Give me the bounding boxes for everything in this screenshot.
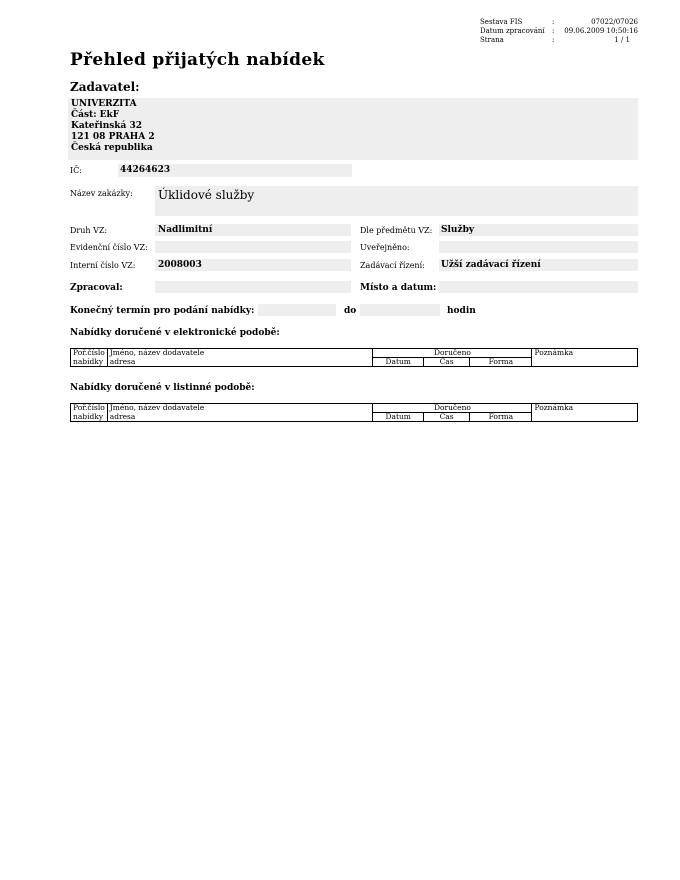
strana-label: Strana: [480, 36, 504, 44]
interni-label: Interní číslo VZ:: [70, 261, 136, 270]
col-por-cislo: Poř.číslo: [71, 349, 108, 358]
termin-do-label: do: [344, 306, 357, 316]
col-poznamka: Poznámka: [532, 349, 638, 358]
druh-label: Druh VZ:: [70, 226, 108, 235]
col-datum: Datum: [373, 413, 424, 422]
col-cas: Čas: [423, 413, 469, 422]
page-title: Přehled přijatých nabídek: [70, 50, 325, 70]
col-jmeno: Jméno, název dodavatele: [107, 404, 373, 413]
col-adresa: adresa: [107, 358, 373, 367]
evid-box: [155, 241, 351, 253]
address-line: 121 08 PRAHA 2: [71, 132, 155, 142]
termin-time-box: [360, 304, 440, 316]
misto-label: Místo a datum:: [360, 283, 437, 293]
ic-value: 44264623: [120, 165, 171, 175]
electronic-table: [70, 348, 638, 367]
uverejneno-label: Uveřejněno:: [360, 243, 410, 252]
col-cas: Čas: [423, 358, 469, 367]
col-por-cislo: Poř.číslo: [71, 404, 108, 413]
address-line: UNIVERZITA: [71, 99, 137, 109]
uverejneno-box: [439, 241, 638, 253]
col-doruceno: Doručeno: [373, 349, 532, 358]
col-poznamka: Poznámka: [532, 404, 638, 413]
paper-table: [70, 403, 638, 422]
zpracoval-box: [155, 281, 351, 293]
address-line: Kateřinská 32: [71, 121, 143, 131]
electronic-heading: Nabídky doručené v elektronické podobě:: [70, 328, 280, 338]
termin-hodin-label: hodin: [447, 306, 476, 316]
col-nabidky: nabídky: [71, 358, 108, 367]
col-forma: Forma: [470, 413, 532, 422]
predmet-value: Služby: [441, 225, 475, 235]
zadavatel-address: [71, 99, 155, 154]
address-line: Část: EkF: [71, 110, 120, 120]
zadavatel-heading: Zadavatel:: [70, 80, 140, 94]
datum-label: Datum zpracování: [480, 27, 545, 35]
table-subheader-row: [71, 358, 638, 367]
paper-heading: Nabídky doručené v listinné podobě:: [70, 383, 255, 393]
druh-value: Nadlimitní: [158, 225, 213, 235]
misto-box: [439, 281, 638, 293]
table-header-row: [71, 349, 638, 358]
col-adresa: adresa: [107, 413, 373, 422]
termin-label: Konečný termín pro podání nabídky:: [70, 306, 255, 316]
col-nabidky: nabídky: [71, 413, 108, 422]
strana-colon: :: [552, 36, 555, 44]
rizeni-value: Užší zadávací řízení: [441, 260, 541, 270]
sestava-value: 07022/07026: [591, 18, 638, 26]
rizeni-label: Zadávací řízení:: [360, 261, 425, 270]
evid-label: Evidenční číslo VZ:: [70, 243, 148, 252]
sestava-colon: :: [552, 18, 555, 26]
ic-label: IČ:: [70, 166, 82, 175]
datum-colon: :: [552, 27, 555, 35]
zakazka-label: Název zakázky:: [70, 189, 133, 198]
strana-value: 1 / 1: [614, 36, 630, 44]
col-datum: Datum: [373, 358, 424, 367]
sestava-label: Sestava FIS: [480, 18, 523, 26]
col-poznamka-empty: [532, 413, 638, 422]
datum-value: 09.06.2009 10:50:16: [564, 27, 638, 35]
col-poznamka-empty: [532, 358, 638, 367]
table-header-row: [71, 404, 638, 413]
zpracoval-label: Zpracoval:: [70, 283, 123, 293]
col-doruceno: Doručeno: [373, 404, 532, 413]
predmet-label: Dle předmětu VZ:: [360, 226, 433, 235]
report-meta: [480, 18, 638, 48]
address-line: Česká republika: [71, 143, 153, 153]
table-subheader-row: [71, 413, 638, 422]
interni-value: 2008003: [158, 260, 202, 270]
col-forma: Forma: [470, 358, 532, 367]
termin-date-box: [258, 304, 336, 316]
col-jmeno: Jméno, název dodavatele: [107, 349, 373, 358]
zakazka-value: Úklidové služby: [158, 188, 255, 202]
